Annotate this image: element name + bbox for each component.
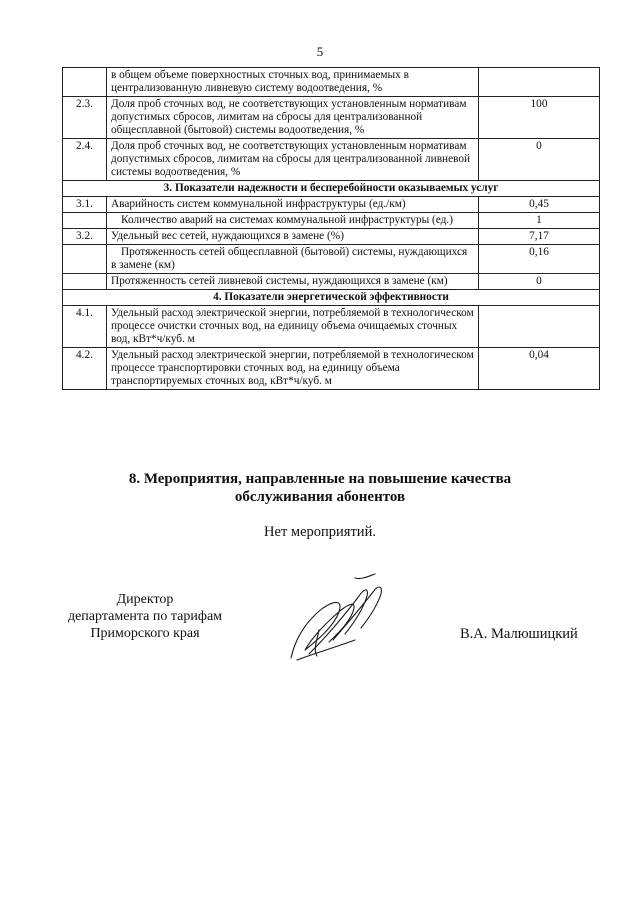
table-row (63, 245, 600, 274)
row-value: 100 (479, 97, 600, 139)
table-row (63, 197, 600, 213)
table-row (63, 68, 600, 97)
row-value: 1 (479, 213, 600, 229)
table-row (63, 139, 600, 181)
row-text: Удельный расход электрической энергии, потребляемой в технологическом процессе транспортировки сточных вод, на единицу объема транспортируемых сточных вод, кВт*ч/куб. м (107, 348, 479, 390)
indicators-table (62, 67, 600, 390)
row-number: 3.1. (63, 197, 107, 213)
row-text: Доля проб сточных вод, не соответствующих установленным нормативам допустимых сбросов, лимитам на сбросы для централизованной общесплавной (бытовой) системы водоотведения, % (107, 97, 479, 139)
row-number (63, 68, 107, 97)
row-text: Удельный вес сетей, нуждающихся в замене (%) (107, 229, 479, 245)
row-value: 0,16 (479, 245, 600, 274)
row-value (479, 68, 600, 97)
row-text: Доля проб сточных вод, не соответствующих установленным нормативам допустимых сбросов, лимитам на сбросы для централизованной ливневой системы водоотведения, % (107, 139, 479, 181)
row-number: 4.2. (63, 348, 107, 390)
section-heading: 4. Показатели энергетической эффективности (63, 290, 600, 306)
table-row (63, 306, 600, 348)
row-value: 0 (479, 139, 600, 181)
section-heading: 3. Показатели надежности и бесперебойности оказываемых услуг (63, 181, 600, 197)
position-line: Приморского края (90, 626, 200, 641)
row-text: Протяженность сетей ливневой системы, нуждающихся в замене (км) (107, 274, 479, 290)
row-text: Количество аварий на системах коммунальной инфраструктуры (ед.) (107, 213, 479, 229)
row-number (63, 245, 107, 274)
table-row (63, 213, 600, 229)
row-text: в общем объеме поверхностных сточных вод, принимаемых в централизованную ливневую систему водоотведения, % (107, 68, 479, 97)
section-8-title (0, 470, 640, 506)
row-number: 2.4. (63, 139, 107, 181)
row-number: 3.2. (63, 229, 107, 245)
row-value: 0,04 (479, 348, 600, 390)
section-8-body: Нет мероприятий. (264, 524, 376, 540)
table-row (63, 97, 600, 139)
section-heading-row (63, 181, 600, 197)
table-row (63, 348, 600, 390)
row-text: Удельный расход электрической энергии, потребляемой в технологическом процессе очистки сточных вод, на единицу объема очищаемых сточных вод, кВт*ч/куб. м (107, 306, 479, 348)
signatory-position (60, 591, 230, 642)
row-value: 7,17 (479, 229, 600, 245)
row-value (479, 306, 600, 348)
row-value: 0,45 (479, 197, 600, 213)
table-row (63, 274, 600, 290)
row-value: 0 (479, 274, 600, 290)
row-number: 2.3. (63, 97, 107, 139)
page-number: 5 (316, 44, 324, 59)
row-text: Протяженность сетей общесплавной (бытовой) системы, нуждающихся в замене (км) (107, 245, 479, 274)
row-number (63, 213, 107, 229)
handwritten-signature (283, 570, 393, 670)
row-text: Аварийность систем коммунальной инфраструктуры (ед./км) (107, 197, 479, 213)
table-row (63, 229, 600, 245)
position-line: Директор (116, 592, 174, 607)
section-8-title-line: обслуживания абонентов (234, 489, 406, 505)
section-8-title-line: 8. Мероприятия, направленные на повышение качества (128, 471, 512, 487)
position-line: департамента по тарифам (67, 609, 223, 624)
row-number (63, 274, 107, 290)
row-number: 4.1. (63, 306, 107, 348)
section-heading-row (63, 290, 600, 306)
signatory-name: В.А. Малюшицкий (460, 626, 578, 642)
